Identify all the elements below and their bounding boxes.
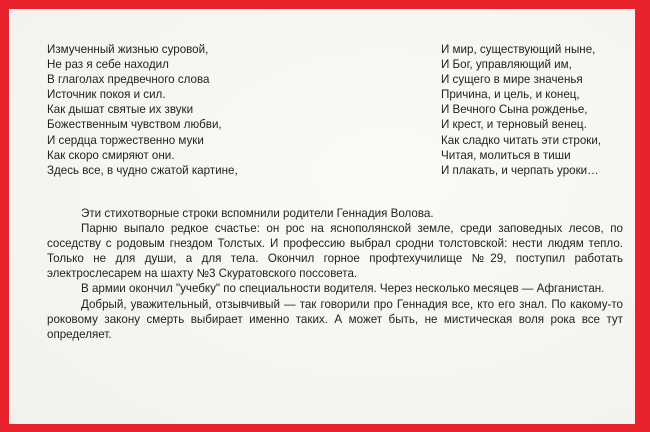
prose-text [47, 206, 623, 342]
poem-line: И Вечного Сына рожденье, [441, 103, 588, 117]
poem-line: Читая, молиться в тиши [441, 148, 571, 162]
poem-line: И сердца торжественно муки [47, 133, 204, 147]
paragraph: Парню выпало редкое счастье: он рос на яснополянской земле, среди заповедных лесов, по соседству с родовым гнездом Толстых. И профессию выбрал сродни толстовской: нести людям тепло. Только не для души, а для тела. Окончил горное профтехучилище №29, поступил работать электрослесарем на шахту №3 Скуратовского поссовета. [47, 222, 623, 281]
poem-line: Как сладко читать эти строки, [441, 133, 602, 147]
paragraph: Эти стихотворные строки вспомнили родители Геннадия Волова. [81, 207, 434, 220]
poem-line: И Бог, управляющий им, [441, 58, 572, 72]
poem-line: Источник покоя и сил. [47, 88, 166, 102]
poem-line: Как дышат святые их звуки [47, 103, 194, 117]
poem-line: И сущего в мире значенья [441, 73, 583, 87]
poem-line: Как скоро смиряют они. [47, 148, 175, 162]
poem-left-column [47, 42, 238, 178]
poem-line: Здесь все, в чудно сжатой картине, [47, 163, 238, 177]
poem-line: В глаголах предвечного слова [47, 73, 210, 87]
poem-line: Измученный жизнью суровой, [47, 43, 209, 56]
poem-line: И мир, существующий ныне, [441, 43, 596, 56]
poem-right-column [441, 42, 601, 178]
poem-line: И крест, и терновый венец. [441, 118, 587, 132]
paragraph: Добрый, уважительный, отзывчивый — так говорили про Геннадия все, кто его знал. По какому-то роковому закону смерть выбирает именно таких. А может быть, не мистическая воля рока все тут определяет. [47, 297, 623, 341]
poem-line: Причина, и цель, и конец, [441, 88, 580, 102]
poem-line: Божественным чувством любви, [47, 118, 222, 132]
poem-line: Не раз я себе находил [47, 58, 169, 72]
page-sheet [9, 9, 635, 424]
poem-line: И плакать, и черпать уроки… [441, 163, 599, 177]
paragraph: В армии окончил "учебку" по специальности водителя. Через несколько месяцев — Афганистан. [81, 282, 605, 296]
